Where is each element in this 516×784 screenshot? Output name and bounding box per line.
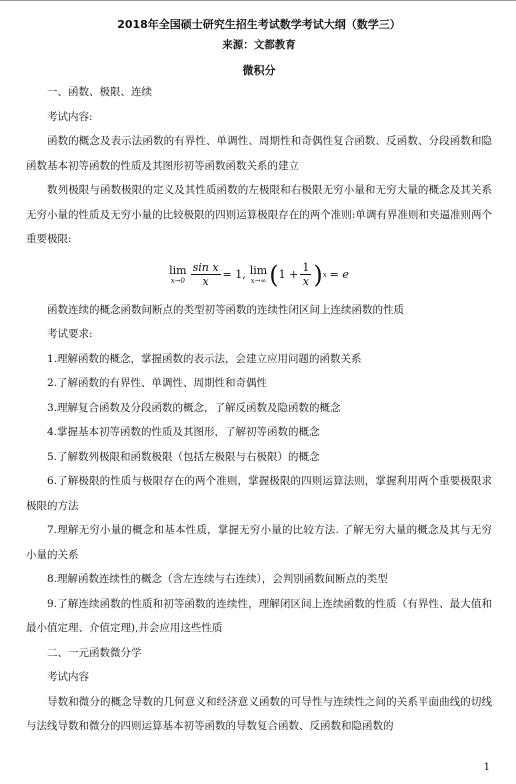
requirement-item: 3.理解复合函数及分段函数的概念，了解反函数及隐函数的概念 bbox=[47, 401, 341, 414]
chapter2-heading: 二、一元函数微分学 bbox=[47, 646, 142, 659]
requirement-item: 1.理解函数的概念，掌握函数的表示法，会建立应用问题的函数关系 bbox=[47, 352, 362, 365]
formula-equals-one: = 1, bbox=[222, 268, 246, 281]
fraction-sinx-over-x: $\frac{\text{sin x}}{x}$ bbox=[192, 261, 219, 288]
chapter2-content-label: 考试内容 bbox=[47, 671, 89, 683]
chapter1-heading: 一、函数、极限、连续 bbox=[47, 86, 152, 98]
formula-inner: 1 + bbox=[278, 268, 299, 281]
chapter1-content-p1: 函数的概念及表示法函数的有界性、单调性、周期性和奇偶性复合函数、反函数、分段函数和隐函数基本初等函数的性质及其图形初等函数函数关系的建立 bbox=[26, 135, 492, 172]
document-page bbox=[26, 16, 492, 739]
limit-formula: lim x→0 $\frac{\text{sin x}}{x}$ = 1, lim x→∞ ( 1 + $\frac{1}{x}$ ) x = e bbox=[169, 260, 349, 289]
requirement-item: 8.理解函数连续性的概念（含左连续与右连续），会判别函数间断点的类型 bbox=[47, 573, 388, 585]
document-title: 2018年全国硕士研究生招生考试数学考试大纲（数学三） bbox=[117, 18, 401, 31]
requirement-item: 5.了解数列极限和函数极限（包括左极限与右极限）的概念 bbox=[47, 450, 320, 463]
chapter1-content-p3: 函数连续的概念函数间断点的类型初等函数的连续性闭区间上连续函数的性质 bbox=[47, 303, 404, 316]
requirement-item: 4.掌握基本初等函数的性质及其图形，了解初等函数的概念 bbox=[47, 426, 320, 438]
lim-operator-2: lim x→∞ bbox=[249, 264, 268, 285]
requirement-item: 9.了解连续函数的性质和初等函数的连续性，理解闭区间上连续函数的性质（有界性、最大值和最小值定理、介值定理),并会应用这些性质 bbox=[26, 597, 492, 634]
requirement-item: 2.了解函数的有界性、单调性、周期性和奇偶性 bbox=[47, 377, 268, 389]
formula-exponent: x bbox=[322, 270, 327, 279]
section-title: 微积分 bbox=[242, 64, 276, 77]
requirement-item: 7.理解无穷小量的概念和基本性质，掌握无穷小量的比较方法. 了解无穷大量的概念及其与无穷小量的关系 bbox=[26, 524, 492, 561]
page-number: 1 bbox=[483, 762, 490, 773]
formula-result: = e bbox=[329, 268, 349, 281]
requirement-item: 6.了解极限的性质与极限存在的两个准则，掌握极限的四则运算法则，掌握利用两个重要极限求极限的方法 bbox=[26, 475, 492, 512]
fraction-one-over-x: $\frac{1}{x}$ bbox=[302, 261, 310, 288]
chapter1-content-p2: 数列极限与函数极限的定义及其性质函数的左极限和右极限无穷小量和无穷大量的概念及其关系无穷小量的性质及无穷小量的比较极限的四则运算极限存在的两个准则:单调有界准则和夹逼准则两个重要极限: bbox=[26, 184, 492, 245]
chapter1-req-label: 考试要求: bbox=[47, 328, 93, 340]
chapter2-content-p1: 导数和微分的概念导数的几何意义和经济意义函数的可导性与连续性之间的关系平面曲线的切线与法线导数和微分的四则运算基本初等函数的导数复合函数、反函数和隐函数的 bbox=[26, 695, 492, 732]
chapter1-content-label: 考试内容: bbox=[47, 110, 93, 123]
document-source: 来源：文都教育 bbox=[222, 39, 296, 51]
lim-operator-1: lim x→0 bbox=[169, 264, 187, 285]
header-rule bbox=[0, 0, 516, 1]
